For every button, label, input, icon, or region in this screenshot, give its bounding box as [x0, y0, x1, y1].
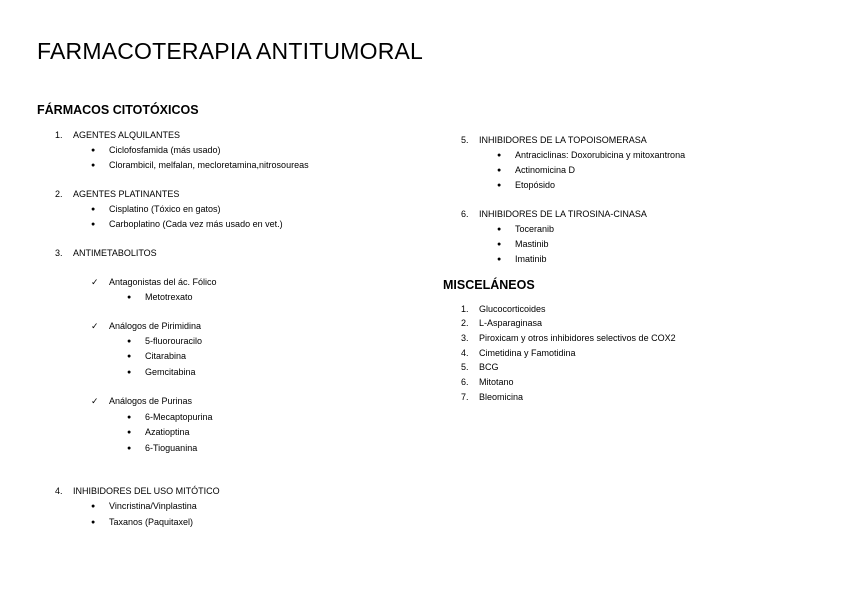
bullet-icon: ●	[497, 241, 502, 248]
misc-number: 4.	[461, 348, 469, 358]
subgroup-label: Análogos de Purinas	[109, 396, 193, 406]
list-item: Cisplatino (Tóxico en gatos)	[109, 204, 221, 214]
list-item: Metotrexato	[145, 292, 193, 302]
misc-item	[461, 362, 499, 373]
bullet-icon: ●	[497, 256, 502, 263]
misc-number: 5.	[461, 362, 469, 372]
section-heading-misc: MISCELÁNEOS	[443, 278, 535, 292]
checkmark-icon: ✓	[91, 321, 99, 331]
group-1-number: 1.	[55, 130, 63, 140]
group-1-title	[55, 130, 180, 141]
bullet-icon: ●	[497, 167, 502, 174]
list-item: Toceranib	[515, 224, 555, 234]
list-item: Gemcitabina	[145, 367, 196, 377]
group-2-title	[55, 189, 179, 200]
list-item: Etopósido	[515, 180, 556, 190]
group-3-label: ANTIMETABOLITOS	[73, 248, 157, 258]
bullet-icon: ●	[127, 338, 132, 345]
group-4-number: 4.	[55, 486, 63, 496]
misc-item	[461, 304, 546, 315]
bullet-icon: ●	[127, 414, 132, 421]
group-5-title	[461, 135, 647, 146]
bullet-icon: ●	[91, 147, 96, 154]
list-item: Mastinib	[515, 239, 549, 249]
bullet-icon: ●	[127, 429, 132, 436]
list-item: Actinomicina D	[515, 165, 576, 175]
misc-label: Glucocorticoides	[479, 304, 546, 314]
group-4-title	[55, 486, 220, 497]
bullet-icon: ●	[497, 226, 502, 233]
bullet-icon: ●	[91, 221, 96, 228]
section-heading-cytotoxic: FÁRMACOS CITOTÓXICOS	[37, 103, 199, 117]
bullet-icon: ●	[91, 206, 96, 213]
group-3-title	[55, 248, 157, 259]
bullet-icon: ●	[91, 162, 96, 169]
group-4-label: INHIBIDORES DEL USO MITÓTICO	[73, 486, 220, 496]
bullet-icon: ●	[127, 369, 132, 376]
list-item: Taxanos (Paquitaxel)	[109, 517, 194, 527]
misc-label: Piroxicam y otros inhibidores selectivos de COX2	[479, 333, 676, 343]
bullet-icon: ●	[497, 152, 502, 159]
subgroup-label: Análogos de Pirimidina	[109, 321, 202, 331]
misc-number: 1.	[461, 304, 469, 314]
list-item: Azatioptina	[145, 427, 190, 437]
misc-item	[461, 333, 676, 344]
page-title: FARMACOTERAPIA ANTITUMORAL	[37, 38, 424, 64]
bullet-icon: ●	[497, 182, 502, 189]
misc-label: Bleomicina	[479, 392, 524, 402]
list-item: Clorambicil, melfalan, mecloretamina,nitrosoureas	[109, 160, 309, 170]
misc-number: 3.	[461, 333, 469, 343]
group-2-label: AGENTES PLATINANTES	[73, 189, 180, 199]
group-6-number: 6.	[461, 209, 469, 219]
misc-label: BCG	[479, 362, 499, 372]
group-2-number: 2.	[55, 189, 63, 199]
list-item: Vincristina/Vinplastina	[109, 501, 197, 511]
group-5-label: INHIBIDORES DE LA TOPOISOMERASA	[479, 135, 647, 145]
bullet-icon: ●	[91, 503, 96, 510]
bullet-icon: ●	[127, 294, 132, 301]
group-5-number: 5.	[461, 135, 469, 145]
checkmark-icon: ✓	[91, 277, 99, 287]
misc-number: 6.	[461, 377, 469, 387]
list-item: 6-Mecaptopurina	[145, 412, 213, 422]
bullet-icon: ●	[91, 519, 96, 526]
misc-item	[461, 377, 514, 388]
checkmark-icon: ✓	[91, 396, 99, 406]
list-item: Imatinib	[515, 254, 547, 264]
subgroup-label: Antagonistas del ác. Fólico	[109, 277, 217, 287]
misc-label: Cimetidina y Famotidina	[479, 348, 576, 358]
bullet-icon: ●	[127, 445, 132, 452]
misc-item	[461, 318, 542, 329]
group-1-label: AGENTES ALQUILANTES	[73, 130, 181, 140]
list-item: Carboplatino (Cada vez más usado en vet.)	[109, 219, 283, 229]
misc-item	[461, 348, 576, 359]
list-item: 6-Tioguanina	[145, 443, 198, 453]
misc-label: Mitotano	[479, 377, 514, 387]
group-3-number: 3.	[55, 248, 63, 258]
bullet-icon: ●	[127, 353, 132, 360]
misc-label: L-Asparaginasa	[479, 318, 543, 328]
misc-item	[461, 392, 523, 403]
list-item: 5-fluorouracilo	[145, 336, 203, 346]
list-item: Ciclofosfamida (más usado)	[109, 145, 221, 155]
list-item: Citarabina	[145, 351, 187, 361]
misc-number: 7.	[461, 392, 469, 402]
misc-number: 2.	[461, 318, 469, 328]
group-6-title	[461, 209, 647, 220]
list-item: Antraciclinas: Doxorubicina y mitoxantrona	[515, 150, 686, 160]
group-6-label: INHIBIDORES DE LA TIROSINA-CINASA	[479, 209, 647, 219]
